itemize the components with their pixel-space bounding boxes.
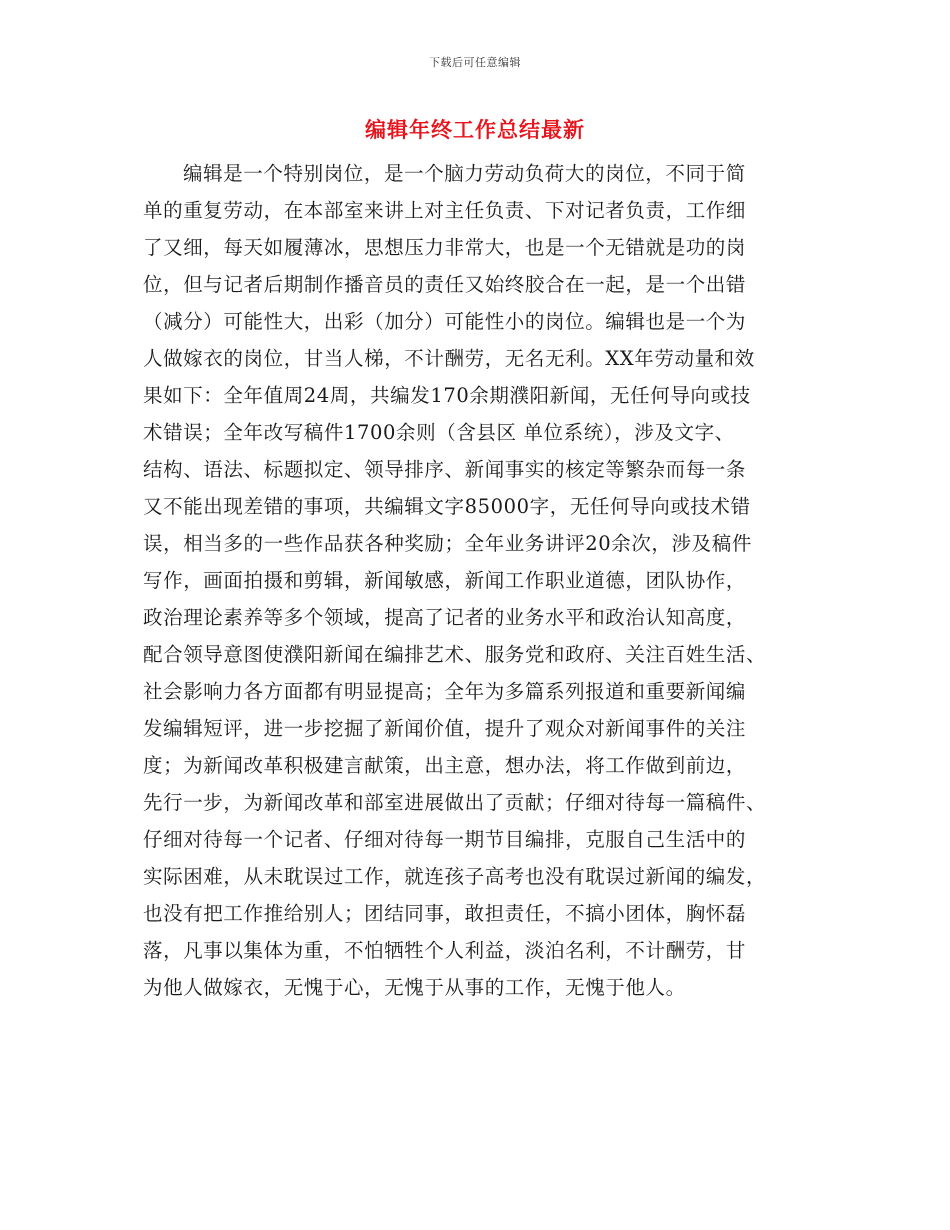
body-line: 为他人做嫁衣，无愧于心，无愧于从事的工作，无愧于他人。 [143,976,686,999]
body-line: 实际困难，从未耽误过工作，就连孩子高考也没有耽误过新闻的编发， [143,865,767,888]
body-line: 又不能出现差错的事项，共编辑文字85000字，无任何导向或技术错 [143,495,751,518]
document-title: 编辑年终工作总结最新 [365,117,585,142]
page-header-note: 下载后可任意编辑 [429,56,521,69]
body-line: 政治理论素养等多个领域，提高了记者的业务水平和政治认知高度， [143,606,747,629]
body-line: 仔细对待每一个记者、仔细对待每一期节目编排，克服自己生活中的 [143,828,747,851]
body-line: 位，但与记者后期制作播音员的责任又始终胶合在一起，是一个出错 [143,273,747,296]
body-line: 配合领导意图使濮阳新闻在编排艺术、服务党和政府、关注百姓生活、 [143,643,767,666]
body-line: 先行一步，为新闻改革和部室进展做出了贡献；仔细对待每一篇稿件、 [143,791,767,814]
body-line: 术错误；全年改写稿件1700余则（含县区 单位系统），涉及文字、 [143,421,735,444]
body-line: 度；为新闻改革积极建言献策，出主意，想办法，将工作做到前边， [143,754,747,777]
body-line: 社会影响力各方面都有明显提高；全年为多篇系列报道和重要新闻编 [143,680,747,703]
body-line: （减分）可能性大，出彩（加分）可能性小的岗位。编辑也是一个为 [143,310,747,333]
document-body [143,155,811,1006]
body-line: 编辑是一个特别岗位，是一个脑力劳动负荷大的岗位，不同于简 [183,162,746,185]
body-line: 也没有把工作推给别人；团结同事，敢担责任，不搞小团体，胸怀磊 [143,902,747,925]
body-line: 单的重复劳动，在本部室来讲上对主任负责、下对记者负责，工作细 [143,199,747,222]
body-line: 误，相当多的一些作品获各种奖励；全年业务讲评20余次，涉及稿件 [143,532,752,555]
body-line: 结构、语法、标题拟定、领导排序、新闻事实的核定等繁杂而每一条 [143,458,747,481]
body-line: 写作，画面拍摄和剪辑，新闻敏感，新闻工作职业道德，团队协作， [143,569,747,592]
body-line: 了又细，每天如履薄冰，思想压力非常大，也是一个无错就是功的岗 [143,236,747,259]
body-line: 果如下：全年值周24周，共编发170余期濮阳新闻，无任何导向或技 [143,384,751,407]
body-line: 人做嫁衣的岗位，甘当人梯，不计酬劳，无名无利。XX年劳动量和效 [143,347,755,370]
body-line: 落，凡事以集体为重，不怕牺牲个人利益，淡泊名利，不计酬劳，甘 [143,939,747,962]
body-line: 发编辑短评，进一步挖掘了新闻价值，提升了观众对新闻事件的关注 [143,717,747,740]
